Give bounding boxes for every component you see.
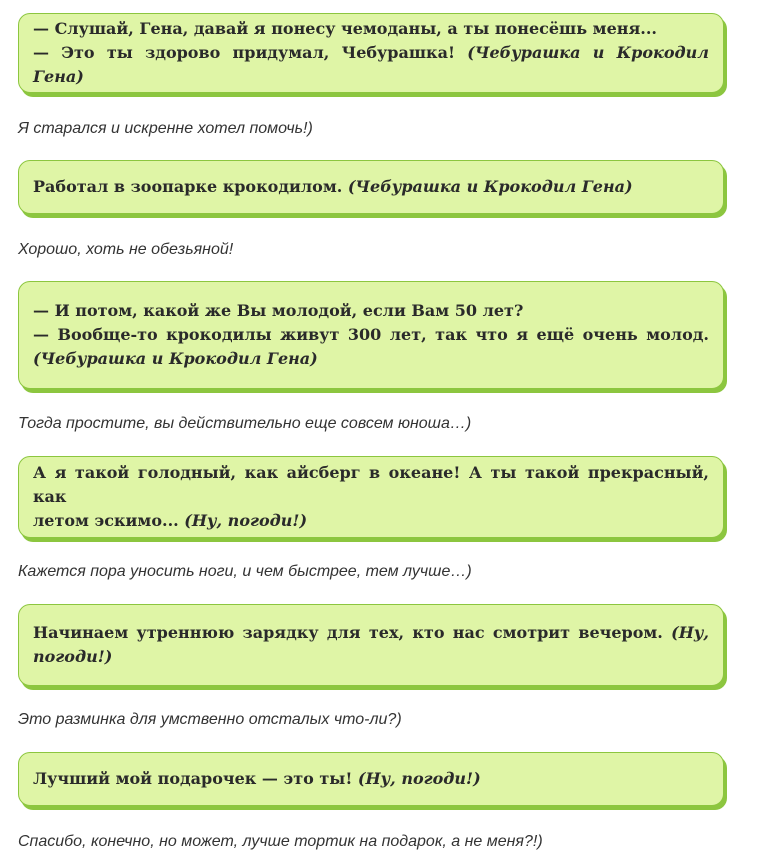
quote-line-text: Лучший мой подарочек — это ты! — [33, 769, 353, 788]
quote-line: А я такой голодный, как айсберг в океане! А ты такой прекрасный, как — [33, 463, 709, 506]
quote-box-2 — [18, 160, 724, 214]
quote-line — [33, 621, 709, 645]
quote-line — [33, 41, 709, 89]
quote-source: (Чебурашка и Крокодил Гена) — [33, 349, 318, 368]
quote-line — [33, 509, 709, 533]
quote-line: — Слушай, Гена, давай я понесу чемоданы, а ты понесёшь меня... — [33, 19, 657, 38]
quote-source: (Чебурашка и Крокодил Гена) — [347, 177, 633, 196]
quote-box-6 — [18, 752, 724, 806]
quote-comment-1: Я старался и искренне хотел помочь!) — [18, 120, 313, 137]
quote-source: (Чебурашка и Крокодил Гена) — [33, 43, 709, 86]
quote-line: — И потом, какой же Вы молодой, если Вам 50 лет? — [33, 301, 524, 320]
quote-box-5 — [18, 604, 724, 686]
quote-line — [33, 175, 709, 199]
quote-comment-6: Спасибо, конечно, но может, лучше тортик на подарок, а не меня?!) — [18, 833, 543, 850]
quote-line: — Вообще-то крокодилы живут 300 лет, так что я ещё очень молод. — [33, 325, 709, 344]
quote-line-text: Работал в зоопарке крокодилом. — [33, 177, 343, 196]
quote-line-text: летом эскимо... — [33, 511, 179, 530]
quote-source: погоди!) — [33, 647, 113, 666]
quote-comment-2: Хорошо, хоть не обезьяной! — [18, 241, 234, 258]
quote-comment-4: Кажется пора уносить ноги, и чем быстрее, тем лучше…) — [18, 563, 472, 580]
quote-source: (Ну, — [671, 623, 709, 642]
quote-box-3 — [18, 281, 724, 389]
quote-box-4 — [18, 456, 724, 538]
quote-line-text: — Это ты здорово придумал, Чебурашка! — [33, 43, 455, 62]
quote-comment-3: Тогда простите, вы действительно еще совсем юноша…) — [18, 415, 472, 432]
quote-source: (Ну, погоди!) — [357, 769, 481, 788]
quote-box-1 — [18, 13, 724, 93]
quote-line-text: Начинаем утреннюю зарядку для тех, кто нас смотрит вечером. — [33, 623, 663, 642]
quote-comment-5: Это разминка для умственно отсталых что-ли?) — [18, 711, 402, 728]
quote-source: (Ну, погоди!) — [184, 511, 308, 530]
quote-line — [33, 767, 709, 791]
